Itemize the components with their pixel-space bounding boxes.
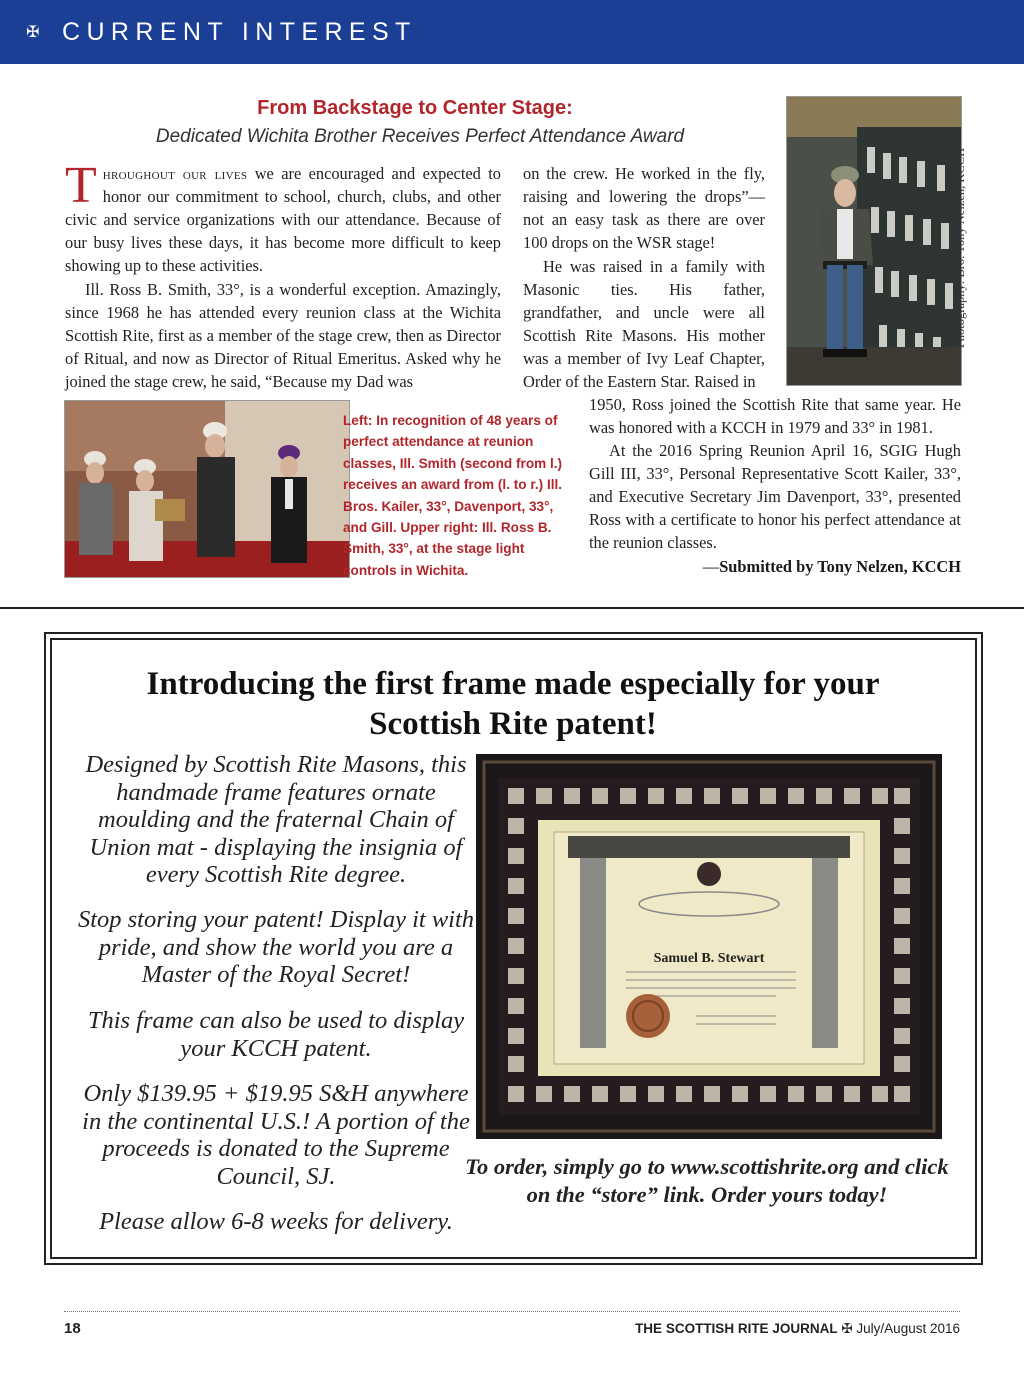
article-paragraph-3: on the crew. He worked in the fly, raising and lowering the drops”—not an easy task as there are over 100 drops on the WSR stage! (523, 164, 765, 252)
ad-headline-line-1: Introducing the first frame made especially for your (146, 666, 880, 702)
ad-description: Designed by Scottish Rite Masons, this handmade frame features ornate moulding and the fraternal Chain of Union mat - displaying the insignia of every Scottish Rite degree. (85, 751, 467, 888)
article-paragraph-6: At the 2016 Spring Reunion April 16, SGIG Hugh Gill III, 33°, Personal Representative Scott Kailer, 33°, and Executive Secretary Jim Davenport, 33°, presented Ross with a certificate to honor his perfect attendance at the reunion classes. (589, 441, 961, 552)
submitted-by (589, 555, 961, 578)
page-number: 18 (64, 1320, 81, 1337)
journal-issue: July/August 2016 (856, 1321, 960, 1336)
paragraph-1-text: we are encouraged and expected to honor our commitment to school, church, clubs, and other civic and service organizations with our attendance. Because of our busy lives these days, it has become more difficult to keep showing up to these activities. (65, 164, 501, 275)
submitted-dash: — (702, 557, 720, 576)
drop-cap: T (65, 157, 97, 214)
article-paragraph-5: 1950, Ross joined the Scottish Rite that same year. He was honored with a KCCH in 1979 and 33° in 1981. (589, 395, 961, 437)
footer-rule (64, 1311, 960, 1312)
framed-patent-image (476, 754, 942, 1139)
ad-kcch-note: This frame can also be used to display your KCCH patent. (87, 1007, 465, 1062)
ad-headline-line-2: Scottish Rite patent! (369, 706, 657, 742)
footer-cross-icon: ✠ (841, 1321, 853, 1336)
photo-award-illustration (65, 401, 349, 577)
section-divider (0, 607, 1024, 609)
ad-delivery-note: Please allow 6-8 weeks for delivery. (99, 1208, 453, 1235)
framed-patent-illustration (476, 754, 942, 1139)
ad-call-to-display: Stop storing your patent! Display it with pride, and show the world you are a Master of the Royal Secret! (77, 906, 475, 988)
article-paragraph-1 (65, 157, 501, 277)
ad-price: Only $139.95 + $19.95 S&H anywhere in the continental U.S.! A portion of the proceeds is donated to the Supreme Council, SJ. (82, 1080, 470, 1190)
ad-headline (80, 664, 946, 744)
journal-footer (560, 1321, 960, 1337)
submitted-name: Submitted by Tony Nelzen, KCCH (719, 557, 961, 576)
photo-award-presentation (64, 400, 350, 578)
photo-caption: Left: In recognition of 48 years of perfect attendance at reunion classes, Ill. Smith (second from l.) receives an award from (l. to r.) Ill. Bros. Kailer, 33°, Davenport, 33°, and Gill. Upper right: Ill. Ross B. Smith, 33°, at the stage light controls in Wichita. (343, 413, 563, 578)
photo-stage-controls-illustration (787, 97, 961, 385)
journal-name: THE SCOTTISH RITE JOURNAL (635, 1321, 838, 1336)
ad-order-instructions: To order, simply go to www.scottishrite.org and click on the “store” link. Order yours today! (465, 1154, 949, 1207)
article-title: From Backstage to Center Stage: (257, 97, 573, 119)
photo-credit: Photography: Bro. Tony Nelzen, KCCH (953, 147, 967, 349)
article-paragraph-2: Ill. Ross B. Smith, 33°, is a wonderful exception. Amazingly, since 1968 he has attended every reunion class at the Wichita Scottish Rite, first as a member of the stage crew, then as Director of Ritual, and now as Director of Ritual Emeritus. Asked why he joined the stage crew, he said, “Because my Dad was (65, 280, 501, 391)
article-paragraph-4: He was raised in a family with Masonic ties. His father, grandfather, and uncle were all Scottish Rite Masons. His mother was a member of Ivy Leaf Chapter, Order of the Eastern Star. Raised in (523, 257, 765, 391)
section-label: CURRENT INTEREST (62, 18, 417, 46)
lead-in: hroughout our lives (102, 164, 248, 183)
certificate-name: Samuel B. Stewart (653, 951, 765, 966)
photo-ross-smith-stage-controls (786, 96, 962, 386)
cross-ornament-icon: ✠ (26, 22, 40, 41)
article-subtitle: Dedicated Wichita Brother Receives Perfect Attendance Award (155, 126, 685, 147)
